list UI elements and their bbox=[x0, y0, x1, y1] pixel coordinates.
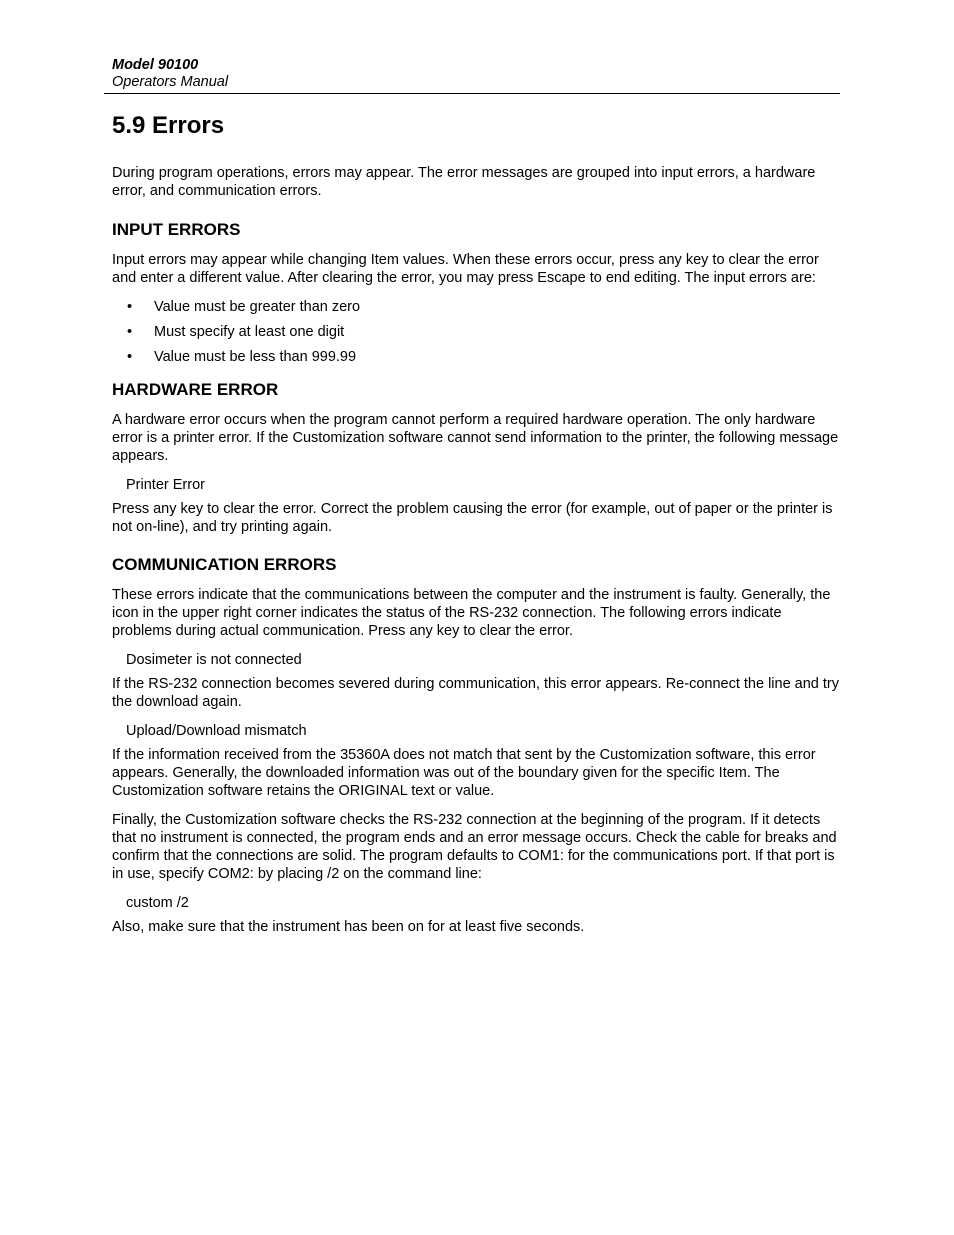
list-item bbox=[112, 298, 844, 316]
section-title: 5.9 Errors bbox=[112, 112, 225, 139]
input-errors-heading: INPUT ERRORS bbox=[112, 220, 241, 239]
communication-errors-heading: COMMUNICATION ERRORS bbox=[112, 555, 337, 574]
dosimeter-message: Dosimeter is not connected bbox=[126, 652, 302, 668]
intro-paragraph: During program operations, errors may appear. The error messages are grouped into input errors, a hardware error, and communication errors. bbox=[112, 165, 816, 199]
list-item bbox=[112, 323, 844, 341]
printer-error-message: Printer Error bbox=[126, 477, 205, 493]
closing-paragraph: Also, make sure that the instrument has been on for at least five seconds. bbox=[112, 919, 585, 935]
bullet-icon: • bbox=[127, 299, 133, 315]
input-errors-paragraph: Input errors may appear while changing Item values. When these errors occur, press any key to clear the error and enter a different value. After clearing the error, you may press Escape to end editing. The input errors are: bbox=[112, 252, 819, 286]
communication-errors-paragraph: These errors indicate that the communications between the computer and the instrument is faulty. Generally, the icon in the upper right corner indicates the status of the RS-232 connection. The following errors indicate problems during actual communication. Press any key to clear the error. bbox=[112, 587, 831, 639]
command-line-example: custom /2 bbox=[126, 895, 189, 911]
bullet-icon: • bbox=[127, 324, 133, 340]
dosimeter-message-text: If the RS-232 connection becomes severed during communication, this error appears. Re-connect the line and try the download again. bbox=[112, 676, 839, 710]
hardware-error-heading: HARDWARE ERROR bbox=[112, 380, 279, 399]
list-item-text: Value must be greater than zero bbox=[154, 299, 361, 315]
mismatch-message-text: If the information received from the 35360A does not match that sent by the Customization software, this error appears. Generally, the downloaded information was out of the boundary given for the specific Item. The Customization software retains the ORIGINAL text or value. bbox=[112, 747, 816, 799]
bullet-icon: • bbox=[127, 349, 133, 365]
hardware-error-followup: Press any key to clear the error. Correct the problem causing the error (for example, out of paper or the printer is not on-line), and try printing again. bbox=[112, 501, 833, 535]
header-manual: Operators Manual bbox=[112, 74, 229, 90]
list-item bbox=[112, 348, 844, 366]
header-model: Model 90100 bbox=[112, 57, 199, 73]
input-errors-list bbox=[112, 298, 844, 366]
list-item-text: Must specify at least one digit bbox=[154, 324, 345, 340]
mismatch-message: Upload/Download mismatch bbox=[126, 723, 307, 739]
page-header bbox=[104, 56, 840, 94]
document-body bbox=[112, 111, 844, 947]
list-item-text: Value must be less than 999.99 bbox=[154, 349, 357, 365]
final-paragraph: Finally, the Customization software checks the RS-232 connection at the beginning of the program. If it detects that no instrument is connected, the program ends and an error message occurs. Check the cable for breaks and confirm that the connections are solid. The program defaults to COM1: for the communications port. If that port is in use, specify COM2: by placing /2 on the command line: bbox=[112, 812, 837, 882]
hardware-error-paragraph: A hardware error occurs when the program cannot perform a required hardware operation. The only hardware error is a printer error. If the Customization software cannot send information to the printer, the following message appears. bbox=[112, 412, 839, 464]
